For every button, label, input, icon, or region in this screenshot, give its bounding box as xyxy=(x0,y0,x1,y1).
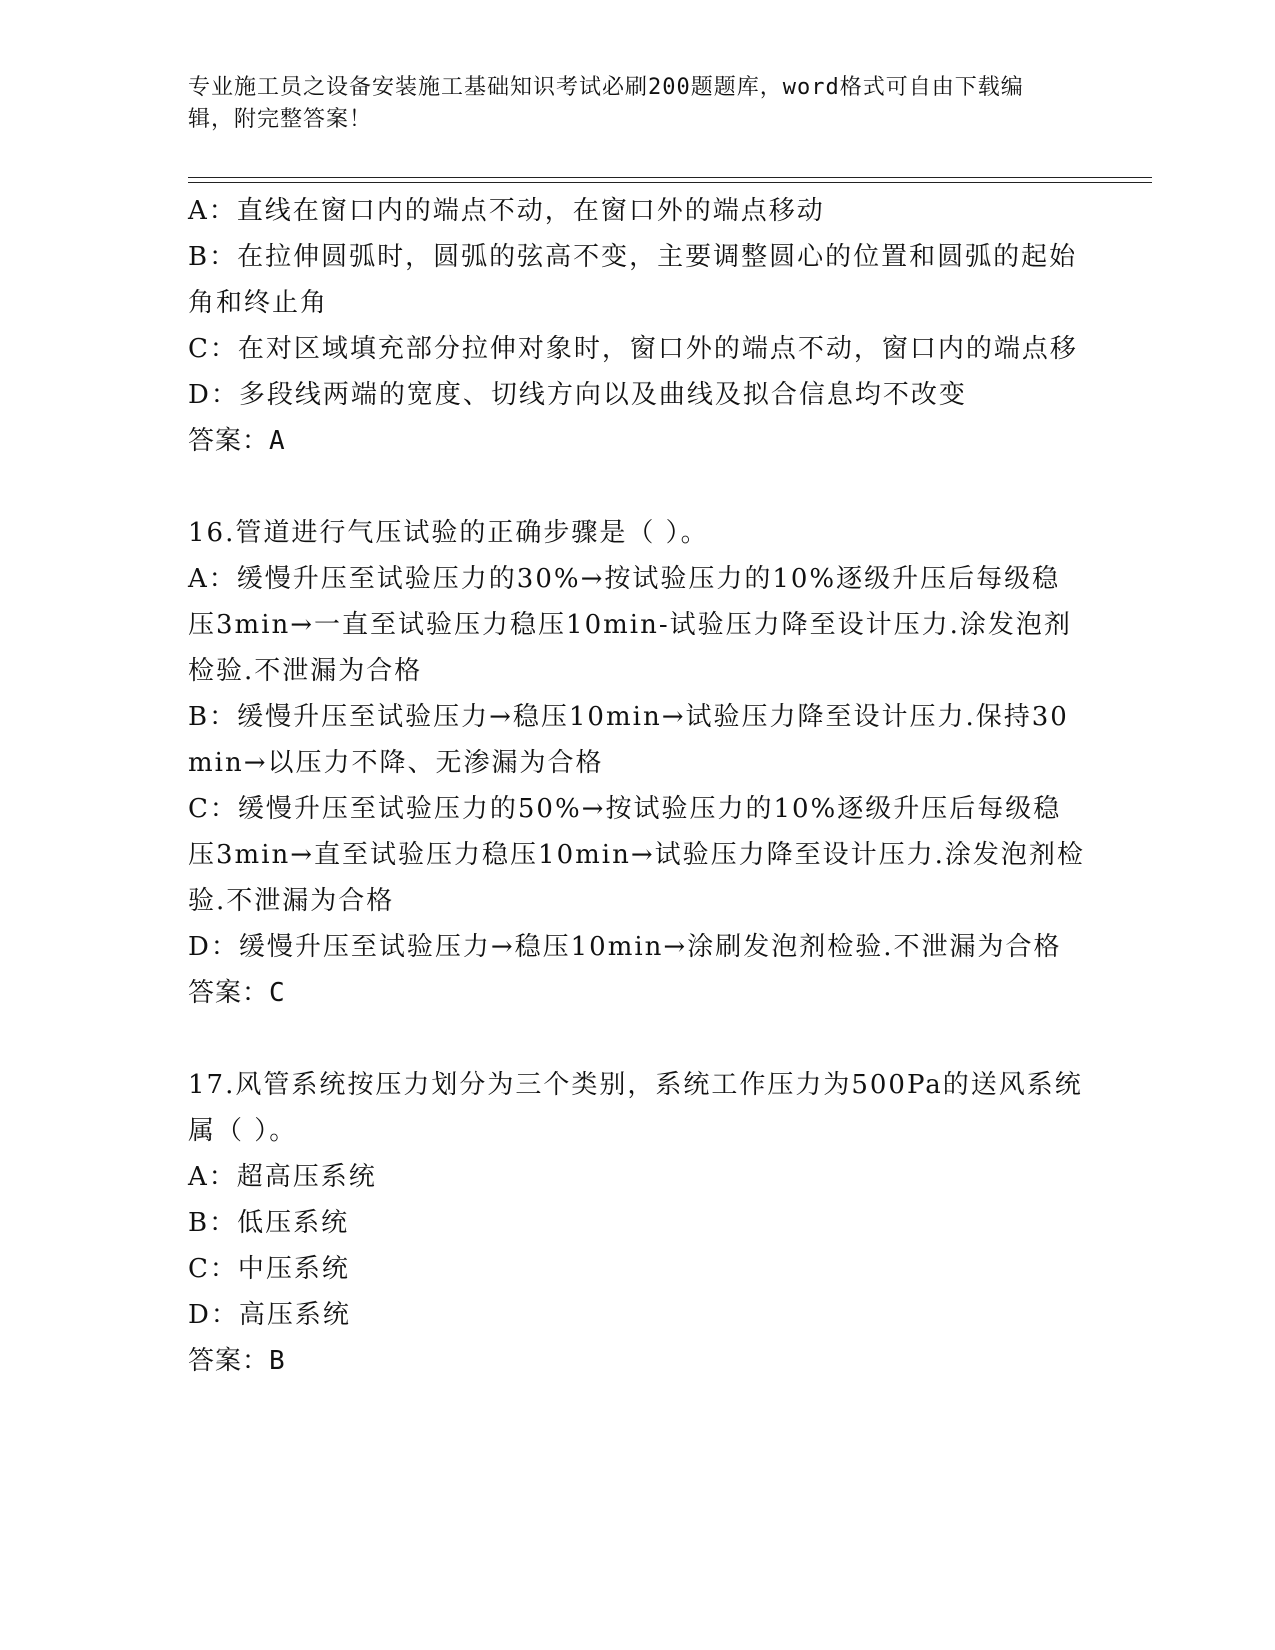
option-b: B：缓慢升压至试验压力→稳压10min→试验压力降至设计压力.保持30min→以压力不降、无渗漏为合格 xyxy=(188,702,1069,778)
option-a: A：直线在窗口内的端点不动，在窗口外的端点移动 xyxy=(188,196,825,226)
question-text: 17.风管系统按压力划分为三个类别，系统工作压力为500Pa的送风系统属（ ）。 xyxy=(188,1070,1083,1146)
question-content xyxy=(188,188,1088,1384)
spacer xyxy=(188,1016,1088,1062)
option-a: A：缓慢升压至试验压力的30%→按试验压力的10%逐级升压后每级稳压3min→一直至试验压力稳压10min-试验压力降至设计压力.涂发泡剂检验.不泄漏为合格 xyxy=(188,564,1072,686)
question-16-block xyxy=(188,510,1088,1016)
question-17-block xyxy=(188,1062,1088,1384)
option-c: C：在对区域填充部分拉伸对象时，窗口外的端点不动，窗口内的端点移 xyxy=(188,334,1078,364)
option-c: C：缓慢升压至试验压力的50%→按试验压力的10%逐级升压后每级稳压3min→直至试验压力稳压10min→试验压力降至设计压力.涂发泡剂检验.不泄漏为合格 xyxy=(188,794,1085,916)
option-a: A：超高压系统 xyxy=(188,1162,377,1192)
question-text: 16.管道进行气压试验的正确步骤是（ ）。 xyxy=(188,518,709,548)
option-d: D：多段线两端的宽度、切线方向以及曲线及拟合信息均不改变 xyxy=(188,380,967,410)
option-b: B：在拉伸圆弧时，圆弧的弦高不变，主要调整圆心的位置和圆弧的起始角和终止角 xyxy=(188,242,1078,318)
header-rule-bottom xyxy=(188,182,1152,183)
answer: 答案：B xyxy=(188,1346,286,1376)
document-header: 专业施工员之设备安装施工基础知识考试必刷200题题库，word格式可自由下载编辑，附完整答案！ xyxy=(188,75,1024,132)
option-c: C：中压系统 xyxy=(188,1254,350,1284)
header-rule-top xyxy=(188,177,1152,178)
spacer xyxy=(188,464,1088,510)
answer: 答案：A xyxy=(188,426,286,456)
question-15-block xyxy=(188,188,1088,464)
option-b: B：低压系统 xyxy=(188,1208,350,1238)
answer: 答案：C xyxy=(188,978,286,1008)
option-d: D：缓慢升压至试验压力→稳压10min→涂刷发泡剂检验.不泄漏为合格 xyxy=(188,932,1062,962)
option-d: D：高压系统 xyxy=(188,1300,351,1330)
